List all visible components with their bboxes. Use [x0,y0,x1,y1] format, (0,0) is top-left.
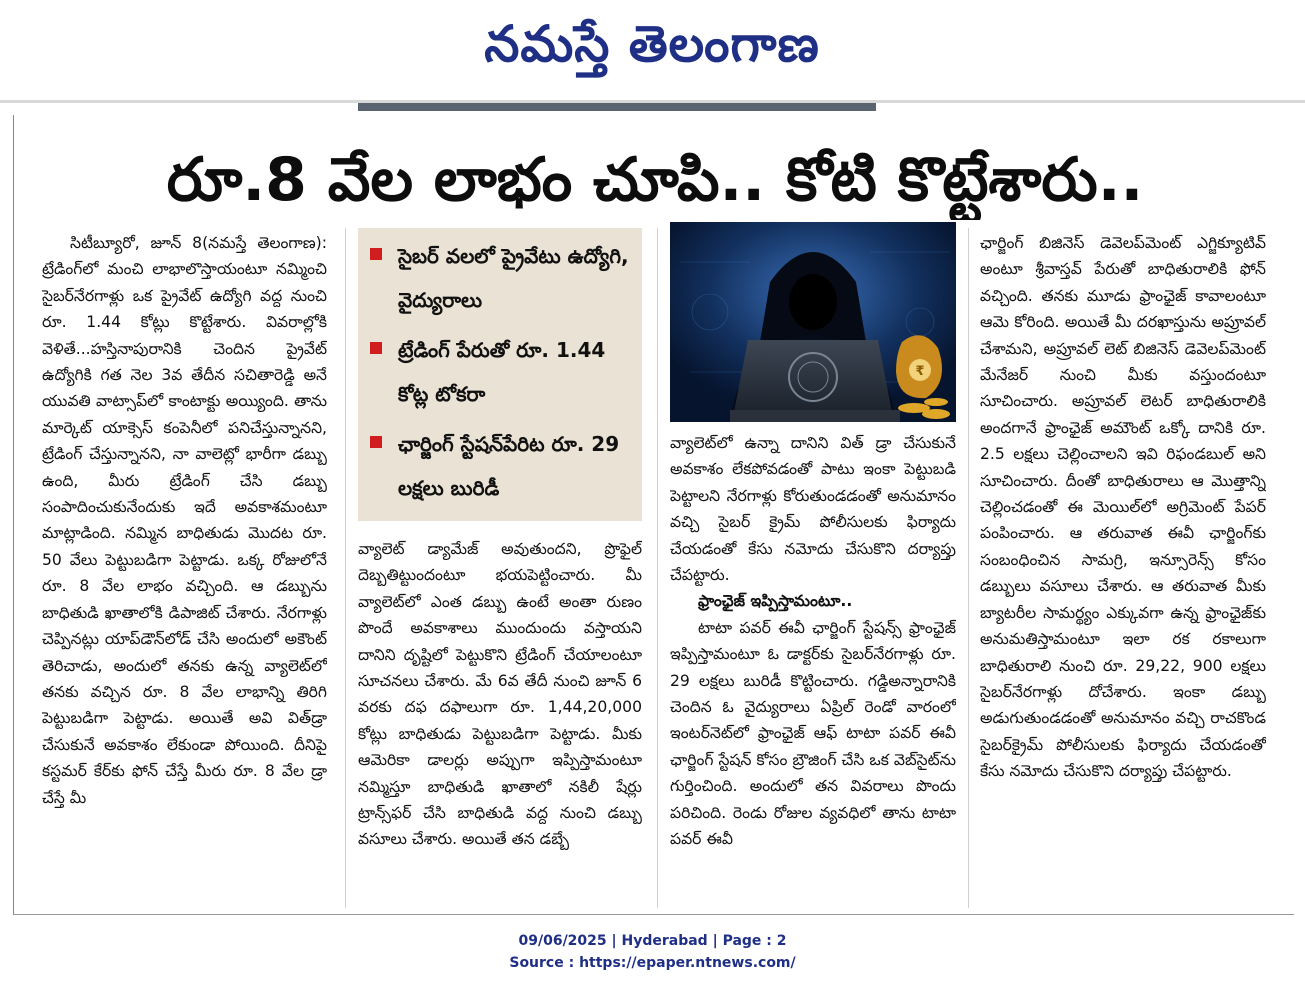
masthead-bar [358,103,876,111]
column-3-subheading: ఫ్రాంఛైజ్ ఇప్పిస్తామంటూ.. [698,592,853,611]
highlight-text: ఛార్జింగ్ స్టేషన్‌పేరిట రూ. 29 లక్షలు బురిడీ [398,432,620,500]
article-headline: రూ.8 వేల లాభం చూపి.. కోటి కొట్టేశారు.. [166,145,1144,215]
highlights-box [358,228,642,521]
newspaper-logo: నమస్తే తెలంగాణ [484,15,820,73]
footer-date-edition: 09/06/2025 | Hyderabad | Page : 2 [518,933,787,949]
bottom-rule [14,914,1294,915]
column-2-text: వ్యాలెట్ డ్యామేజ్ అవుతుందని, ప్రొఫైల్ దెబ్బతిట్టుందంటూ భయపెట్టించారు. మీ వ్యాలెట్‌లో ఎంత డబ్బు ఉంటే అంతా రుణం పొందే అవకాశాలు ముందుందు వస్తాయని దానిని దృష్టిలో పెట్టుకొని ట్రేడింగ్ చేయాలంటూ సూచనలు చేశారు. మే 6వ తేదీ నుంచి జూన్ 6 వరకు దఫ దఫాలుగా రూ. 1,44,20,000 కోట్లు బాధితుడు పెట్టుబడిగా పెట్టాడు. మీకు ఆమెరికా డాలర్లు అప్పుగా ఇప్పిస్తామంటూ నమ్మిస్తూ బాధితుడి ఖాతాలో నకిలీ షేర్లు ట్రాన్స్‌ఫర్ చేసి బాధితుడి వద్ద నుంచి డబ్బు వసూలు చేశారు. అయితే తన డబ్బే [358,540,642,849]
highlight-text: ట్రేడింగ్ పేరుతో రూ. 1.44 కోట్ల టోకరా [398,338,606,406]
column-3-text-b: టాటా పవర్ ఈవీ ఛార్జింగ్ స్టేషన్స్ ఫ్రాంఛైజ్ ఇప్పిస్తామంటూ ఓ డాక్టర్‌కు సైబర్‌నేరగాళ్లు రూ. 29 లక్షలు బురిడీ కొట్టించారు. గడ్డిఅన్నారానికి చెందిన ఓ వైద్యురాలు ఏప్రిల్ రెండో వారంలో ఇంటర్‌నెట్‌లో ఫ్రాంఛైజ్ ఆఫ్ టాటా పవర్ ఈవీ ఛార్జింగ్ స్టేషన్ కోసం బ్రౌజింగ్ చేసి ఒక వెబ్‌సైట్‌ను గుర్తించింది. అందులో తన వివరాలు పొందు పరిచింది. రెండు రోజుల వ్యవధిలో తాను టాటా పవర్ ఈవీ [670,618,956,849]
article-column-2 [358,536,642,908]
red-square-bullet-icon [370,342,382,354]
highlight-item [370,422,634,510]
red-square-bullet-icon [370,436,382,448]
column-1-text: సిటీబ్యూరో, జూన్ 8(నమస్తే తెలంగాణ): ట్రేడింగ్‌లో మంచి లాభాలొస్తాయంటూ నమ్మించి సైబర్‌నేరగాళ్లు ఒక ప్రైవేట్ ఉద్యోగి వద్ద నుంచి రూ. 1.44 కోట్లు కొట్టేశారు. వివరాల్లోకి వెళితే...హస్తినాపురానికి చెందిన ప్రైవేట్ ఉద్యోగికి గత నెల 3వ తేదీన సచితారెడ్డి అనే యువతి వాట్సాప్‌లో కాంటాక్టు అయ్యింది. తాను మార్కెట్ యాక్సెస్ కంపెనీలో పనిచేస్తున్నానని, ట్రేడింగ్ చేస్తున్నానని, నా వాలెట్లో భారీగా డబ్బు ఉంది, మీరు ట్రేడింగ్ చేసి డబ్బు సంపాదించుకునేందుకు ఇదే అవకాశమంటూ మాట్లాడింది. నమ్మిన బాధితుడు మొదట రూ. 50 వేలు పెట్టుబడిగా పెట్టాడు. ఒక్క రోజులోనే రూ. 8 వేల లాభం వచ్చింది. ఆ డబ్బును బాధితుడి ఖాతాలోకి డిపాజిట్ చేశారు. నేరగాళ్లు చెప్పినట్లు యాప్‌డౌన్‌లోడ్ చేసి అందులో అకౌంట్ తెరిచాడు, అందులో తనకు ఉన్న వ్యాలెట్‌లో తనకు వచ్చిన రూ. 8 వేల లాభాన్ని తిరిగి పెట్టుబడిగా పెట్టాడు. అయితే అవి విత్‌డ్రా చేసుకునే అవకాశం లేకుండా పోయింది. దీనిపై కస్టమర్ కేర్‌కు ఫోన్ చేస్తే మీరు రూ. 8 వేల డ్రా చేస్తే మీ [42,234,327,807]
hacker-illustration-icon [670,222,956,422]
column-3-text-a: వ్యాలెట్‌లో ఉన్నా దానిని విత్ డ్రా చేసుకునే అవకాశం లేకపోవడంతో పాటు ఇంకా పెట్టుబడి పెట్టాలని నేరగాళ్లు కోరుతుండడంతో అనుమానం వచ్చి సైబర్ క్రైమ్ పోలీసులకు ఫిర్యాదు చేయడంతో కేసు నమోదు చేసుకొని దర్యాప్తు చేపట్టారు. [670,434,956,585]
masthead [0,0,1305,100]
page-footer [0,930,1305,974]
highlight-text: సైబర్ వలలో ప్రైవేటు ఉద్యోగి, వైద్యురాలు [398,244,629,312]
column-4-text: ఛార్జింగ్ బిజినెస్ డెవెలప్‌మెంట్ ఎగ్జిక్యూటివ్ అంటూ శ్రీవాస్తవ్ పేరుతో బాధితురాలికి ఫోన్ వచ్చింది. తనకు మూడు ఫ్రాంఛైజ్ కావాలంటూ ఆమె కోరింది. అయితే మీ దరఖాస్తును అప్రూవల్ చేశామని, అప్రూవల్ లెట్ బిజినెస్ డెవెలప్‌మెంట్ మేనేజర్ నుంచి మీకు వస్తుందంటూ సూచించారు. అప్రూవల్ లెటర్ బాధితురాలికి అందగానే ఫ్రాంఛైజ్ అమౌంట్ ఒక్కో దానికి రూ. 2.5 లక్షలు చెల్లించాలని ఇవి రిఫండబుల్ అని సూచించారు. దీంతో బాధితురాలు ఆ మొత్తాన్ని చెల్లించడంతో ఈ మెయిల్‌లో అగ్రిమెంట్ పేపర్ పంపించారు. ఆ తరువాత ఈవీ ఛార్జింగ్‌కు సంబంధించిన సామగ్రి, ఇన్సూరెన్స్ కోసం డబ్బులు వసూలు చేశారు. ఆ తరువాత మీకు బ్యాటరీల సామర్థ్యం ఎక్కువగా ఉన్న ఫ్రాంఛైజ్‌కు అనుమతిస్తామంటూ ఇలా రక రకాలుగా బాధితురాలి నుంచి రూ. 29,22, 900 లక్షలు సైబర్‌నేరగాళ్లు దోచేశారు. ఇంకా డబ్బు అడుగుతుండడంతో అనుమానం వచ్చి రాచకొండ సైబర్‌క్రైమ్ పోలీసులకు ఫిర్యాదు చేయడంతో కేసు నమోదు చేసుకొని దర్యాప్తు చేపట్టారు. [980,234,1266,781]
highlight-item [370,234,634,322]
column-divider [345,228,346,908]
article-column-3 [670,430,956,910]
column-divider [657,228,658,908]
svg-text:₹: ₹ [915,364,925,379]
article-column-1 [42,230,327,910]
red-square-bullet-icon [370,248,382,260]
article-column-4 [980,230,1266,910]
hacker-laptop-image [670,222,956,422]
footer-source: Source : https://epaper.ntnews.com/ [509,955,796,971]
column-divider [968,228,969,908]
adjacent-column-edge [0,115,14,915]
highlight-item [370,328,634,416]
